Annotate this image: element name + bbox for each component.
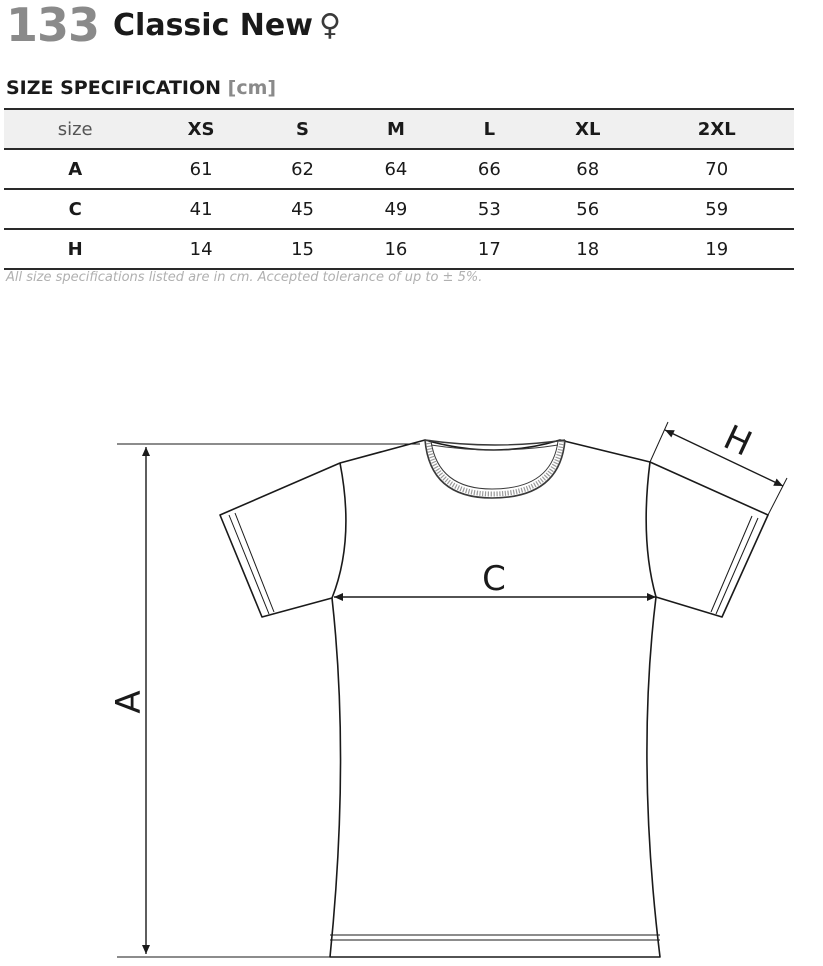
column-header: XS xyxy=(146,109,255,149)
table-cell: 66 xyxy=(443,149,536,189)
table-cell: 19 xyxy=(639,229,794,269)
column-header: S xyxy=(256,109,349,149)
collar-rib xyxy=(425,440,565,498)
spec-title: SIZE SPECIFICATION xyxy=(6,77,222,99)
column-header: 2XL xyxy=(639,109,794,149)
dimension-c-label: C xyxy=(482,559,506,599)
dimension-h xyxy=(650,417,787,515)
table-cell: 45 xyxy=(256,189,349,229)
column-header: XL xyxy=(536,109,639,149)
table-cell: 41 xyxy=(146,189,255,229)
table-cell: 16 xyxy=(349,229,442,269)
tolerance-note: All size specifications listed are in cm. Accepted tolerance of up to ± 5%. xyxy=(6,270,483,285)
column-header: L xyxy=(443,109,536,149)
table-cell: 62 xyxy=(256,149,349,189)
product-number: 133 xyxy=(6,0,100,52)
table-cell: 64 xyxy=(349,149,442,189)
column-header: M xyxy=(349,109,442,149)
table-cell: 59 xyxy=(639,189,794,229)
table-cell: 56 xyxy=(536,189,639,229)
female-symbol-icon: ♀ xyxy=(318,7,341,43)
dimension-c xyxy=(334,559,656,599)
table-cell: 70 xyxy=(639,149,794,189)
table-cell: 61 xyxy=(146,149,255,189)
product-name: Classic New xyxy=(113,7,313,43)
row-label: C xyxy=(4,189,146,229)
table-cell: 49 xyxy=(349,189,442,229)
column-header: size xyxy=(4,109,146,149)
table-cell: 14 xyxy=(146,229,255,269)
dimension-h-label: H xyxy=(717,417,758,465)
dimension-a xyxy=(109,444,420,957)
dimension-a-label: A xyxy=(109,690,149,714)
tshirt-outline-icon xyxy=(220,440,768,957)
table-cell: 18 xyxy=(536,229,639,269)
spec-unit: [cm] xyxy=(227,77,277,99)
table-cell: 68 xyxy=(536,149,639,189)
table-cell: 17 xyxy=(443,229,536,269)
row-label: H xyxy=(4,229,146,269)
row-label: A xyxy=(4,149,146,189)
table-cell: 15 xyxy=(256,229,349,269)
table-cell: 53 xyxy=(443,189,536,229)
